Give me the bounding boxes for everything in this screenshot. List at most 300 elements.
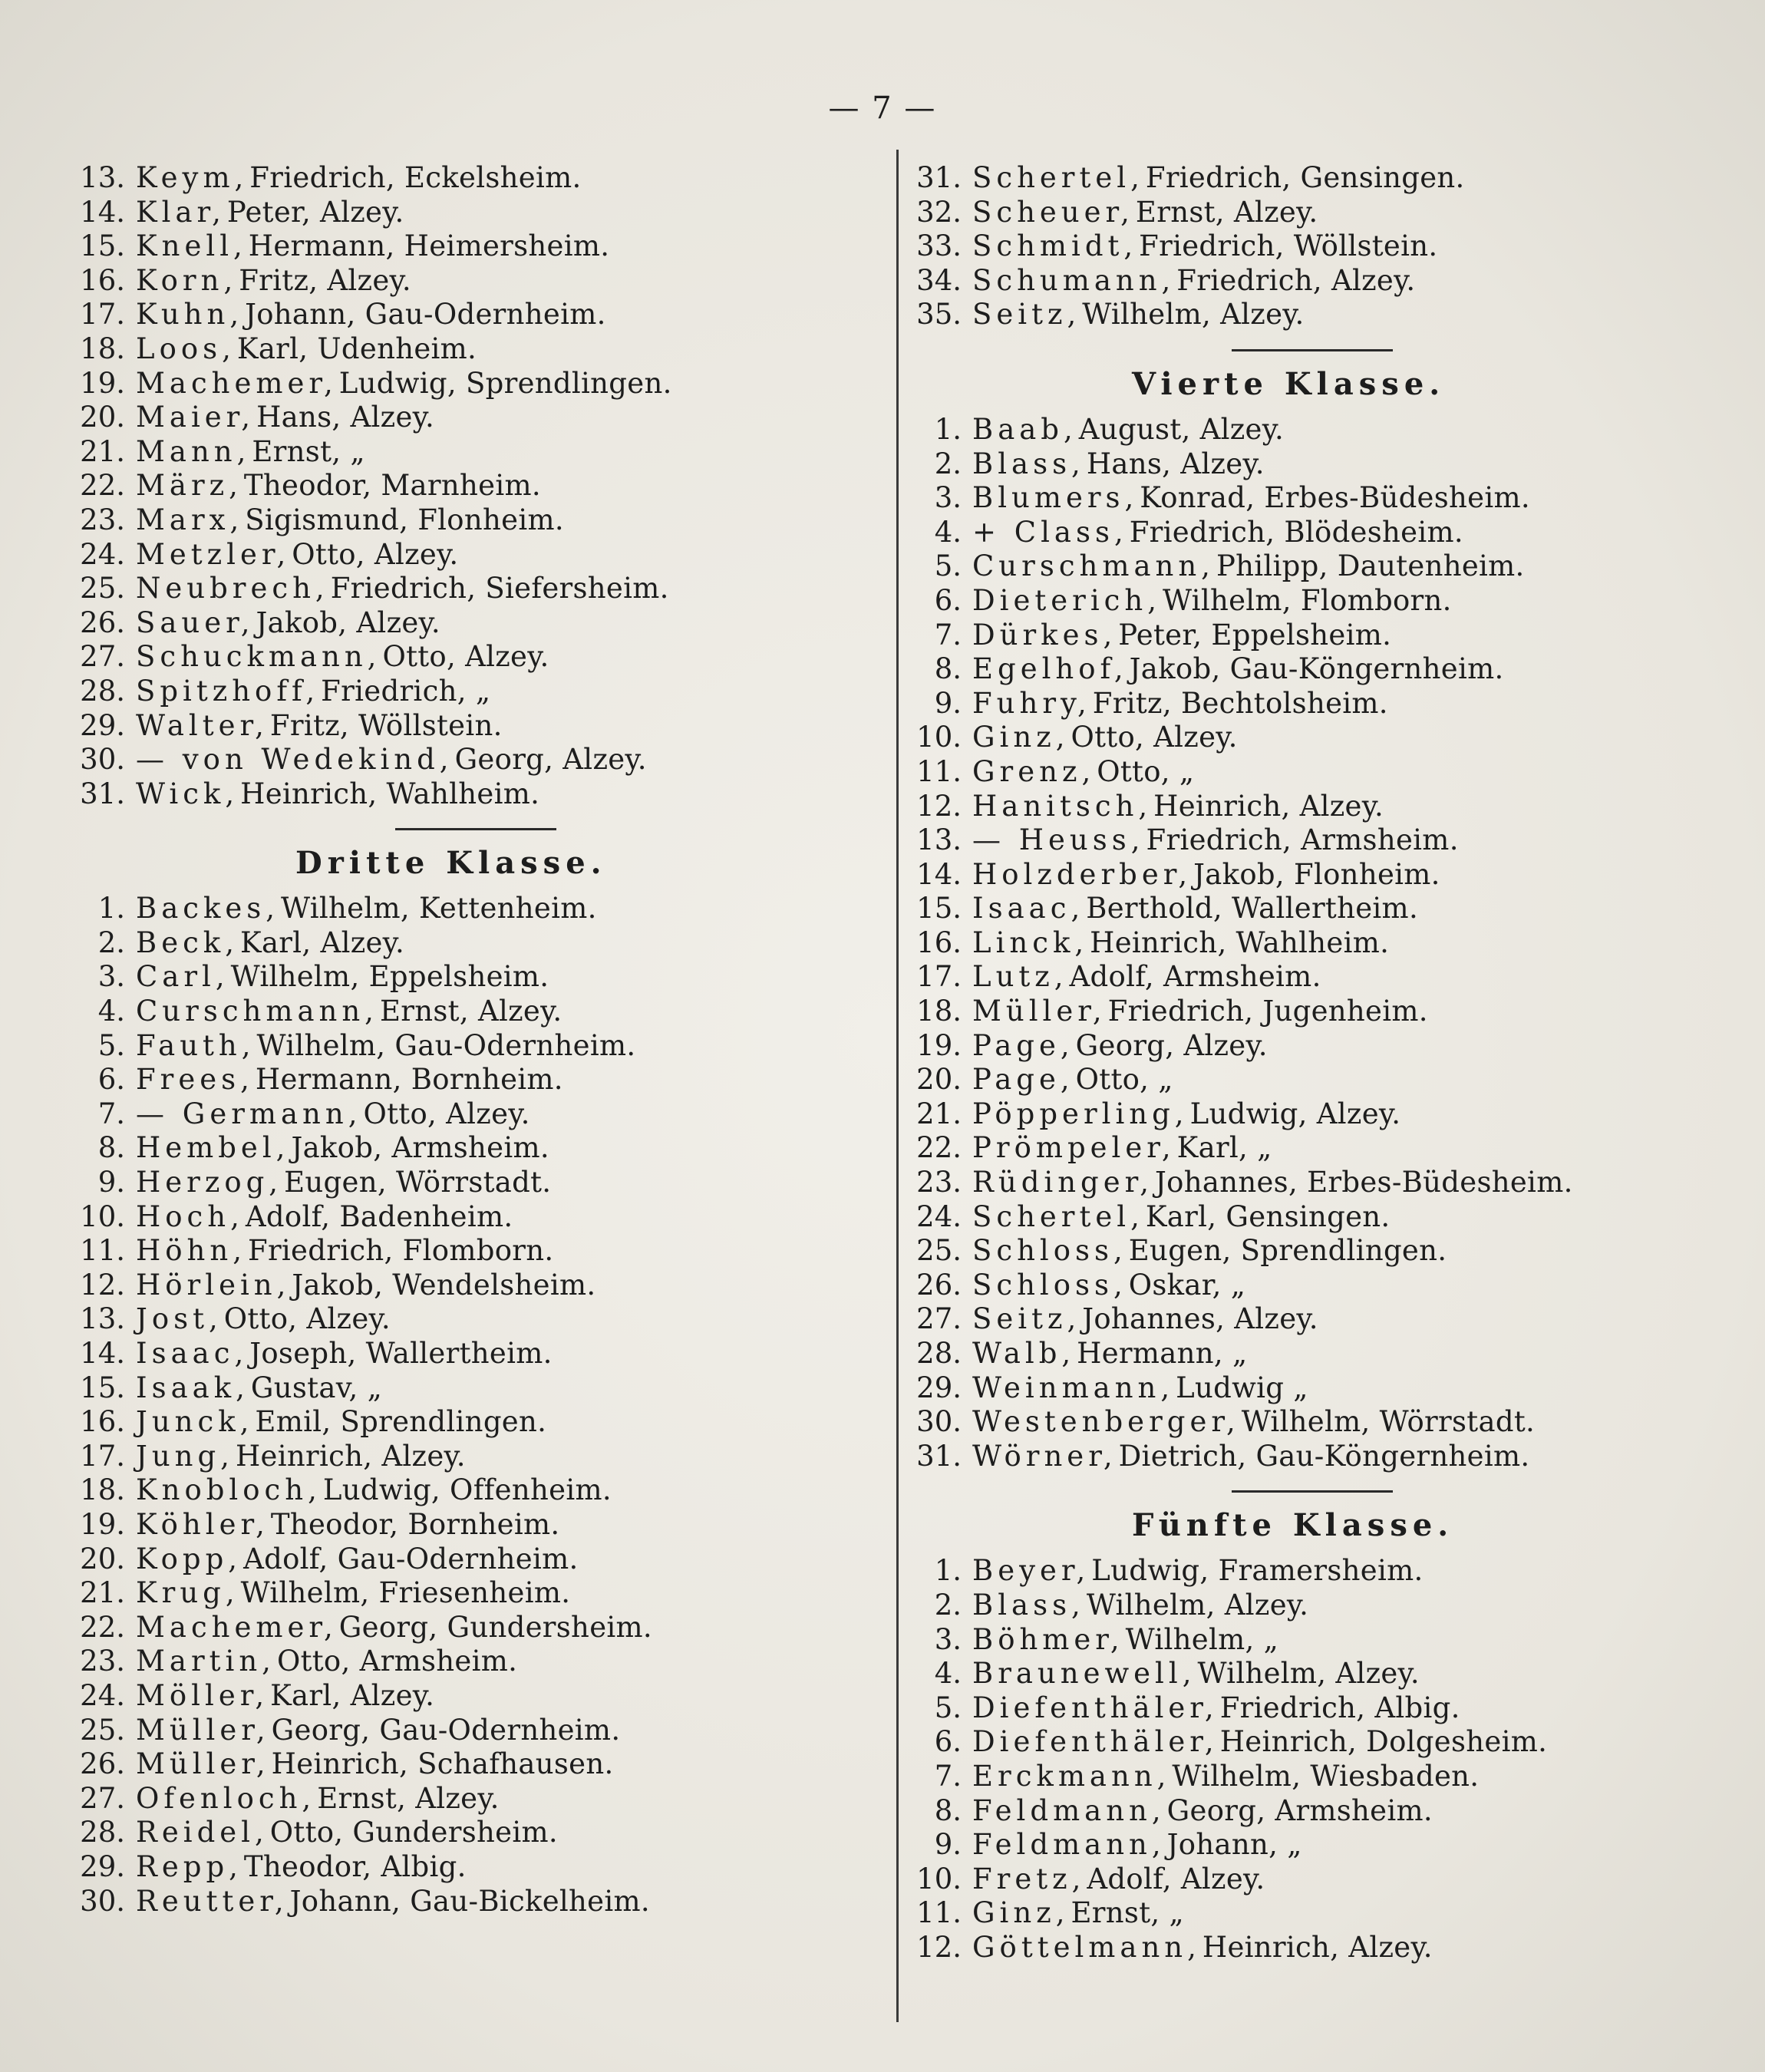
entry-number: 13.: [80, 161, 125, 194]
entry-number: 10.: [916, 1862, 962, 1895]
entry-surname: Scheuer,: [972, 195, 1134, 229]
list-item: [909, 790, 1738, 824]
entry-surname: Hörlein,: [136, 1268, 291, 1302]
list-item: [909, 721, 1738, 755]
entry-surname: Herzog,: [136, 1166, 283, 1199]
entry-details: Friedrich, Alzey.: [1176, 263, 1416, 297]
entry-details: Karl, Alzey.: [240, 925, 405, 959]
list-item: [73, 1679, 879, 1714]
entry-surname: + Class,: [972, 515, 1128, 549]
entry-surname: Beck,: [136, 925, 239, 959]
entry-surname: Köhler,: [136, 1507, 269, 1541]
entry-number: 16.: [916, 925, 962, 959]
list-item: [909, 926, 1738, 961]
entry-details: Hermann, Heimersheim.: [248, 229, 610, 263]
entry-number: 8.: [97, 1131, 125, 1165]
entry-details: Fritz, Wöllstein.: [269, 708, 503, 742]
list-item: [73, 777, 879, 812]
list-item: [909, 1131, 1738, 1166]
entry-surname: Hanitsch,: [972, 789, 1153, 823]
entry-details: Wilhelm, Alzey.: [1197, 1657, 1420, 1691]
list-item: [73, 1029, 879, 1064]
entry-details: Wilhelm, Gau-Odernheim.: [256, 1028, 636, 1062]
list-item: [73, 709, 879, 744]
entry-details: Hans, Alzey.: [1086, 447, 1265, 480]
entry-number: 7.: [934, 618, 962, 652]
entry-surname: Page,: [972, 1063, 1074, 1097]
list-item: [909, 892, 1738, 926]
list-item: [73, 196, 879, 230]
list-item: [73, 1645, 879, 1679]
entry-number: 3.: [934, 481, 962, 515]
list-item: [909, 1657, 1738, 1691]
list-item: [909, 264, 1738, 299]
entry-details: Gustav, „: [250, 1371, 383, 1404]
entry-surname: Prömpeler,: [972, 1131, 1176, 1165]
entry-number: 4.: [934, 1657, 962, 1691]
list-item: [73, 503, 879, 538]
entry-surname: Carl,: [136, 960, 229, 994]
entry-number: 6.: [934, 583, 962, 617]
entry-number: 25.: [80, 572, 125, 605]
entry-details: Otto, Alzey.: [1071, 721, 1238, 754]
entry-number: 14.: [80, 1337, 125, 1370]
list-item: [73, 538, 879, 572]
list-item: [909, 1269, 1738, 1303]
entry-number: 16.: [80, 1405, 125, 1439]
entry-surname: Spitzhoff,: [136, 674, 320, 708]
entry-number: 35.: [916, 298, 962, 332]
entry-number: 15.: [916, 892, 962, 925]
entry-details: Ernst, „: [252, 434, 365, 468]
entry-surname: Fauth,: [136, 1028, 256, 1062]
entry-number: 23.: [80, 503, 125, 536]
entry-surname: Schertel,: [972, 161, 1144, 194]
entry-details: Ernst, Alzey.: [317, 1781, 500, 1815]
list-item: [73, 1302, 879, 1337]
section-title-fuenfte-klasse: Fünfte Klasse.: [1132, 1507, 1454, 1544]
entry-details: Ludwig, Alzey.: [1189, 1097, 1401, 1130]
entry-details: Otto, Alzey.: [292, 537, 459, 571]
entry-number: 29.: [916, 1371, 962, 1404]
entry-number: 30.: [80, 743, 125, 777]
entry-details: Johann, Gau-Bickelheim.: [289, 1884, 650, 1918]
entry-surname: Müller,: [972, 995, 1107, 1028]
entry-surname: Reutter,: [136, 1884, 289, 1918]
list-item: [73, 1782, 879, 1816]
entry-surname: Reidel,: [136, 1816, 269, 1849]
entry-surname: Schloss,: [972, 1268, 1127, 1302]
entry-details: Adolf, Alzey.: [1087, 1862, 1265, 1895]
entry-details: Otto, Alzey.: [382, 640, 549, 674]
entry-surname: Repp,: [136, 1849, 242, 1883]
entry-details: Dietrich, Gau-Köngernheim.: [1118, 1439, 1530, 1473]
entry-surname: Isaak,: [136, 1371, 249, 1404]
entry-surname: — von Wedekind,: [136, 743, 454, 777]
entry-surname: Metzler,: [136, 537, 291, 571]
entry-number: 1.: [934, 412, 962, 446]
entry-number: 6.: [934, 1725, 962, 1759]
entry-surname: Backes,: [136, 892, 280, 925]
entry-surname: Machemer,: [136, 366, 338, 400]
entry-number: 7.: [97, 1097, 125, 1130]
section-title-vierte-klasse: Vierte Klasse.: [1132, 365, 1446, 402]
entry-surname: Keym,: [136, 161, 249, 194]
list-item: [909, 1896, 1738, 1931]
entry-details: Fritz, Alzey.: [239, 263, 411, 297]
list-item: [73, 572, 879, 606]
entry-details: Otto, Alzey.: [223, 1302, 391, 1336]
entry-surname: Fretz,: [972, 1862, 1086, 1895]
list-item: [909, 549, 1738, 584]
entry-details: Wilhelm, Wörrstadt.: [1241, 1405, 1536, 1439]
list-item: [909, 229, 1738, 264]
list-item: [73, 298, 879, 332]
list-item: [909, 1200, 1738, 1235]
entry-surname: — Germann,: [136, 1097, 362, 1130]
entry-number: 2.: [934, 447, 962, 480]
entry-number: 9.: [934, 686, 962, 720]
entry-surname: Jung,: [136, 1439, 234, 1473]
section-rule: [1232, 349, 1393, 351]
list-item: [909, 1371, 1738, 1406]
entry-details: Wilhelm, Eppelsheim.: [230, 960, 549, 994]
entry-number: 29.: [80, 708, 125, 742]
entry-surname: Hoch,: [136, 1199, 244, 1233]
entry-surname: Höhn,: [136, 1234, 246, 1268]
entry-number: 24.: [80, 1678, 125, 1712]
entry-details: Heinrich, Alzey.: [1202, 1930, 1433, 1964]
list-item: [73, 1747, 879, 1782]
entry-details: Wilhelm, Alzey.: [1086, 1588, 1309, 1622]
list-item: [909, 1302, 1738, 1337]
list-item: [909, 1589, 1738, 1623]
entry-details: Otto, Gundersheim.: [269, 1816, 558, 1849]
entry-number: 19.: [80, 366, 125, 400]
list-item: [909, 447, 1738, 482]
list-item: [73, 1405, 879, 1440]
entry-details: Hans, Alzey.: [256, 401, 435, 434]
entry-number: 24.: [916, 1199, 962, 1233]
right-list-vierte-klasse: [909, 413, 1738, 1473]
entry-details: Heinrich, Alzey.: [1153, 789, 1384, 823]
entry-surname: Müller,: [136, 1747, 270, 1781]
entry-number: 19.: [80, 1507, 125, 1541]
entry-details: Friedrich, Blödesheim.: [1129, 515, 1463, 549]
list-item: [909, 755, 1738, 790]
list-item: [909, 823, 1738, 858]
entry-surname: Weinmann,: [972, 1371, 1175, 1404]
list-item: [73, 675, 879, 709]
entry-surname: Curschmann,: [136, 995, 378, 1028]
entry-number: 10.: [80, 1199, 125, 1233]
entry-details: Ludwig „: [1176, 1371, 1308, 1404]
list-item: [73, 229, 879, 264]
entry-surname: März,: [136, 469, 242, 503]
list-item: [73, 1200, 879, 1235]
entry-number: 14.: [80, 195, 125, 229]
entry-number: 9.: [97, 1166, 125, 1199]
list-item: [909, 1725, 1738, 1760]
entry-number: 6.: [97, 1063, 125, 1097]
entry-details: August, Alzey.: [1078, 412, 1285, 446]
entry-number: 32.: [916, 195, 962, 229]
list-item: [73, 435, 879, 470]
entry-details: Karl, „: [1176, 1131, 1272, 1165]
entry-surname: Maier,: [136, 401, 256, 434]
entry-details: Jakob, Flonheim.: [1193, 857, 1440, 891]
list-item: [73, 1371, 879, 1406]
entry-number: 18.: [80, 332, 125, 365]
entry-surname: Göttelmann,: [972, 1930, 1201, 1964]
entry-details: Philipp, Dautenheim.: [1216, 549, 1525, 583]
list-item: [909, 652, 1738, 687]
entry-details: Georg, Alzey.: [1075, 1028, 1268, 1062]
list-item: [73, 469, 879, 503]
entry-surname: Schuckmann,: [136, 640, 381, 674]
entry-number: 15.: [80, 1371, 125, 1404]
list-item: [73, 1816, 879, 1850]
entry-surname: Pöpperling,: [972, 1097, 1189, 1130]
entry-number: 16.: [80, 263, 125, 297]
list-item: [909, 995, 1738, 1029]
list-item: [73, 892, 879, 926]
entry-details: Georg, Alzey.: [454, 743, 647, 777]
entry-surname: Machemer,: [136, 1610, 338, 1644]
section-rule: [1232, 1490, 1393, 1493]
entry-details: Joseph, Wallertheim.: [249, 1337, 553, 1370]
entry-surname: Müller,: [136, 1713, 270, 1747]
entry-surname: Page,: [972, 1028, 1074, 1062]
entry-number: 26.: [916, 1268, 962, 1302]
entry-surname: Holzderber,: [972, 857, 1193, 891]
entry-surname: Blass,: [972, 1588, 1085, 1622]
entry-surname: Seitz,: [972, 298, 1081, 332]
entry-surname: Linck,: [972, 925, 1089, 959]
list-item: [73, 926, 879, 961]
entry-surname: Isaac,: [972, 892, 1085, 925]
entry-details: Friedrich, Gensingen.: [1145, 161, 1465, 194]
entry-number: 26.: [80, 605, 125, 639]
entry-details: Friedrich, Eckelsheim.: [249, 161, 582, 194]
entry-details: Jakob, Alzey.: [256, 605, 440, 639]
list-item: [909, 1554, 1738, 1589]
list-item: [73, 1714, 879, 1748]
entry-surname: Mann,: [136, 434, 251, 468]
entry-number: 1.: [934, 1554, 962, 1588]
entry-number: 12.: [916, 789, 962, 823]
entry-number: 23.: [916, 1166, 962, 1199]
entry-surname: Wörner,: [972, 1439, 1117, 1473]
list-item: [909, 1760, 1738, 1794]
entry-details: Sigismund, Flonheim.: [245, 503, 564, 536]
entry-surname: Fuhry,: [972, 686, 1091, 720]
entry-surname: Seitz,: [972, 1302, 1081, 1336]
list-item: [909, 584, 1738, 619]
entry-surname: Schloss,: [972, 1234, 1127, 1268]
entry-number: 12.: [916, 1930, 962, 1964]
entry-details: Johann, „: [1166, 1828, 1302, 1862]
entry-surname: Dieterich,: [972, 583, 1161, 617]
entry-number: 2.: [97, 925, 125, 959]
entry-details: Jakob, Armsheim.: [291, 1131, 549, 1165]
list-item: [73, 1440, 879, 1474]
entry-details: Ludwig, Framersheim.: [1091, 1554, 1424, 1588]
entry-surname: Korn,: [136, 263, 238, 297]
entry-surname: Ginz,: [972, 721, 1070, 754]
entry-number: 13.: [916, 823, 962, 857]
list-item: [909, 1828, 1738, 1862]
entry-surname: Isaac,: [136, 1337, 249, 1370]
list-item: [73, 161, 879, 196]
entry-details: Wilhelm, Alzey.: [1082, 298, 1305, 332]
entry-number: 5.: [934, 549, 962, 583]
entry-number: 25.: [916, 1234, 962, 1268]
list-item: [73, 640, 879, 675]
entry-details: Hermann, „: [1077, 1337, 1248, 1370]
entry-details: Ludwig, Sprendlingen.: [338, 366, 672, 400]
entry-number: 9.: [934, 1828, 962, 1862]
entry-details: Friedrich, Jugenheim.: [1107, 995, 1428, 1028]
entry-details: Emil, Sprendlingen.: [255, 1405, 547, 1439]
list-item: [73, 1337, 879, 1371]
entry-number: 34.: [916, 263, 962, 297]
entry-details: Georg, Armsheim.: [1166, 1793, 1433, 1827]
entry-surname: Loos,: [136, 332, 236, 365]
entry-details: Jakob, Gau-Köngernheim.: [1129, 652, 1504, 686]
entry-surname: Knobloch,: [136, 1473, 322, 1507]
entry-number: 20.: [916, 1063, 962, 1097]
list-item: [73, 960, 879, 995]
section-title-dritte-klasse: Dritte Klasse.: [295, 845, 607, 882]
list-item: [909, 1623, 1738, 1658]
entry-details: Fritz, Bechtolsheim.: [1092, 686, 1388, 720]
entry-details: Karl, Alzey.: [270, 1678, 435, 1712]
entry-number: 12.: [80, 1268, 125, 1302]
entry-number: 8.: [934, 652, 962, 686]
entry-number: 13.: [80, 1302, 125, 1336]
entry-surname: Krug,: [136, 1576, 239, 1610]
entry-number: 33.: [916, 229, 962, 263]
entry-details: Adolf, Armsheim.: [1069, 960, 1321, 994]
list-item: [909, 1337, 1738, 1371]
entry-number: 7.: [934, 1759, 962, 1793]
list-item: [73, 1269, 879, 1303]
entry-number: 11.: [916, 1896, 962, 1930]
entry-details: Eugen, Wörrstadt.: [284, 1166, 552, 1199]
entry-number: 10.: [916, 721, 962, 754]
list-item: [73, 1097, 879, 1132]
entry-number: 23.: [80, 1645, 125, 1678]
entry-details: Hermann, Bornheim.: [255, 1063, 563, 1097]
list-item: [73, 401, 879, 435]
entry-surname: Rüdinger,: [972, 1166, 1154, 1199]
entry-surname: Blass,: [972, 447, 1085, 480]
entry-details: Johannes, Alzey.: [1082, 1302, 1318, 1336]
entry-details: Theodor, Albig.: [243, 1849, 467, 1883]
list-item: [73, 1885, 879, 1919]
entry-details: Heinrich, Dolgesheim.: [1219, 1725, 1548, 1759]
entry-number: 1.: [97, 892, 125, 925]
entry-number: 21.: [80, 434, 125, 468]
entry-surname: Grenz,: [972, 754, 1096, 788]
entry-number: 30.: [80, 1884, 125, 1918]
list-item: [909, 858, 1738, 892]
entry-number: 15.: [80, 229, 125, 263]
column-divider: [896, 150, 899, 2022]
entry-details: Karl, Udenheim.: [236, 332, 477, 365]
entry-number: 8.: [934, 1793, 962, 1827]
entry-details: Theodor, Marnheim.: [243, 469, 541, 503]
list-item: [909, 1166, 1738, 1200]
list-item: [909, 516, 1738, 550]
entry-surname: Schmidt,: [972, 229, 1138, 263]
entry-surname: Hembel,: [136, 1131, 290, 1165]
entry-number: 31.: [916, 1439, 962, 1473]
list-item: [73, 743, 879, 777]
entry-details: Heinrich, Alzey.: [235, 1439, 466, 1473]
entry-surname: Feldmann,: [972, 1828, 1166, 1862]
entry-number: 17.: [80, 298, 125, 332]
entry-surname: Jost,: [136, 1302, 223, 1336]
list-item: [909, 196, 1738, 230]
entry-details: Johann, Gau-Odernheim.: [245, 298, 606, 332]
list-item: [909, 413, 1738, 447]
page-number: — 7 —: [828, 91, 937, 126]
list-item: [909, 481, 1738, 516]
entry-surname: Diefenthäler,: [972, 1725, 1219, 1759]
entry-number: 31.: [80, 777, 125, 810]
entry-details: Otto, Alzey.: [363, 1097, 530, 1130]
entry-number: 3.: [934, 1622, 962, 1656]
entry-surname: Möller,: [136, 1678, 269, 1712]
entry-surname: Lutz,: [972, 960, 1068, 994]
entry-number: 28.: [80, 674, 125, 708]
entry-surname: Walter,: [136, 708, 269, 742]
entry-details: Adolf, Gau-Odernheim.: [243, 1542, 579, 1575]
entry-number: 19.: [916, 1028, 962, 1062]
list-item: [73, 1576, 879, 1611]
list-item: [909, 298, 1738, 332]
entry-surname: Dürkes,: [972, 618, 1117, 652]
entry-details: Friedrich, „: [321, 674, 491, 708]
list-item: [909, 1862, 1738, 1897]
entry-details: Eugen, Sprendlingen.: [1128, 1234, 1447, 1268]
entry-surname: Böhmer,: [972, 1622, 1124, 1656]
entry-details: Ernst, Alzey.: [379, 995, 562, 1028]
list-item: [73, 1063, 879, 1097]
entry-number: 21.: [80, 1576, 125, 1610]
entry-details: Ernst, „: [1071, 1896, 1184, 1930]
entry-number: 11.: [80, 1234, 125, 1268]
entry-details: Friedrich, Siefersheim.: [330, 572, 669, 605]
entry-surname: Marx,: [136, 503, 244, 536]
entry-number: 22.: [916, 1131, 962, 1165]
list-item: [909, 1405, 1738, 1440]
list-item: [909, 1691, 1738, 1726]
list-item: [73, 1850, 879, 1885]
entry-number: 4.: [97, 995, 125, 1028]
entry-details: Heinrich, Wahlheim.: [1090, 925, 1390, 959]
entry-surname: Wick,: [136, 777, 239, 810]
entry-details: Friedrich, Flomborn.: [247, 1234, 554, 1268]
entry-surname: Egelhof,: [972, 652, 1128, 686]
entry-surname: Blumers,: [972, 481, 1139, 515]
entry-surname: Beyer,: [972, 1554, 1090, 1588]
entry-details: Ludwig, Offenheim.: [322, 1473, 612, 1507]
list-item: [73, 1473, 879, 1508]
list-item: [909, 1931, 1738, 1965]
